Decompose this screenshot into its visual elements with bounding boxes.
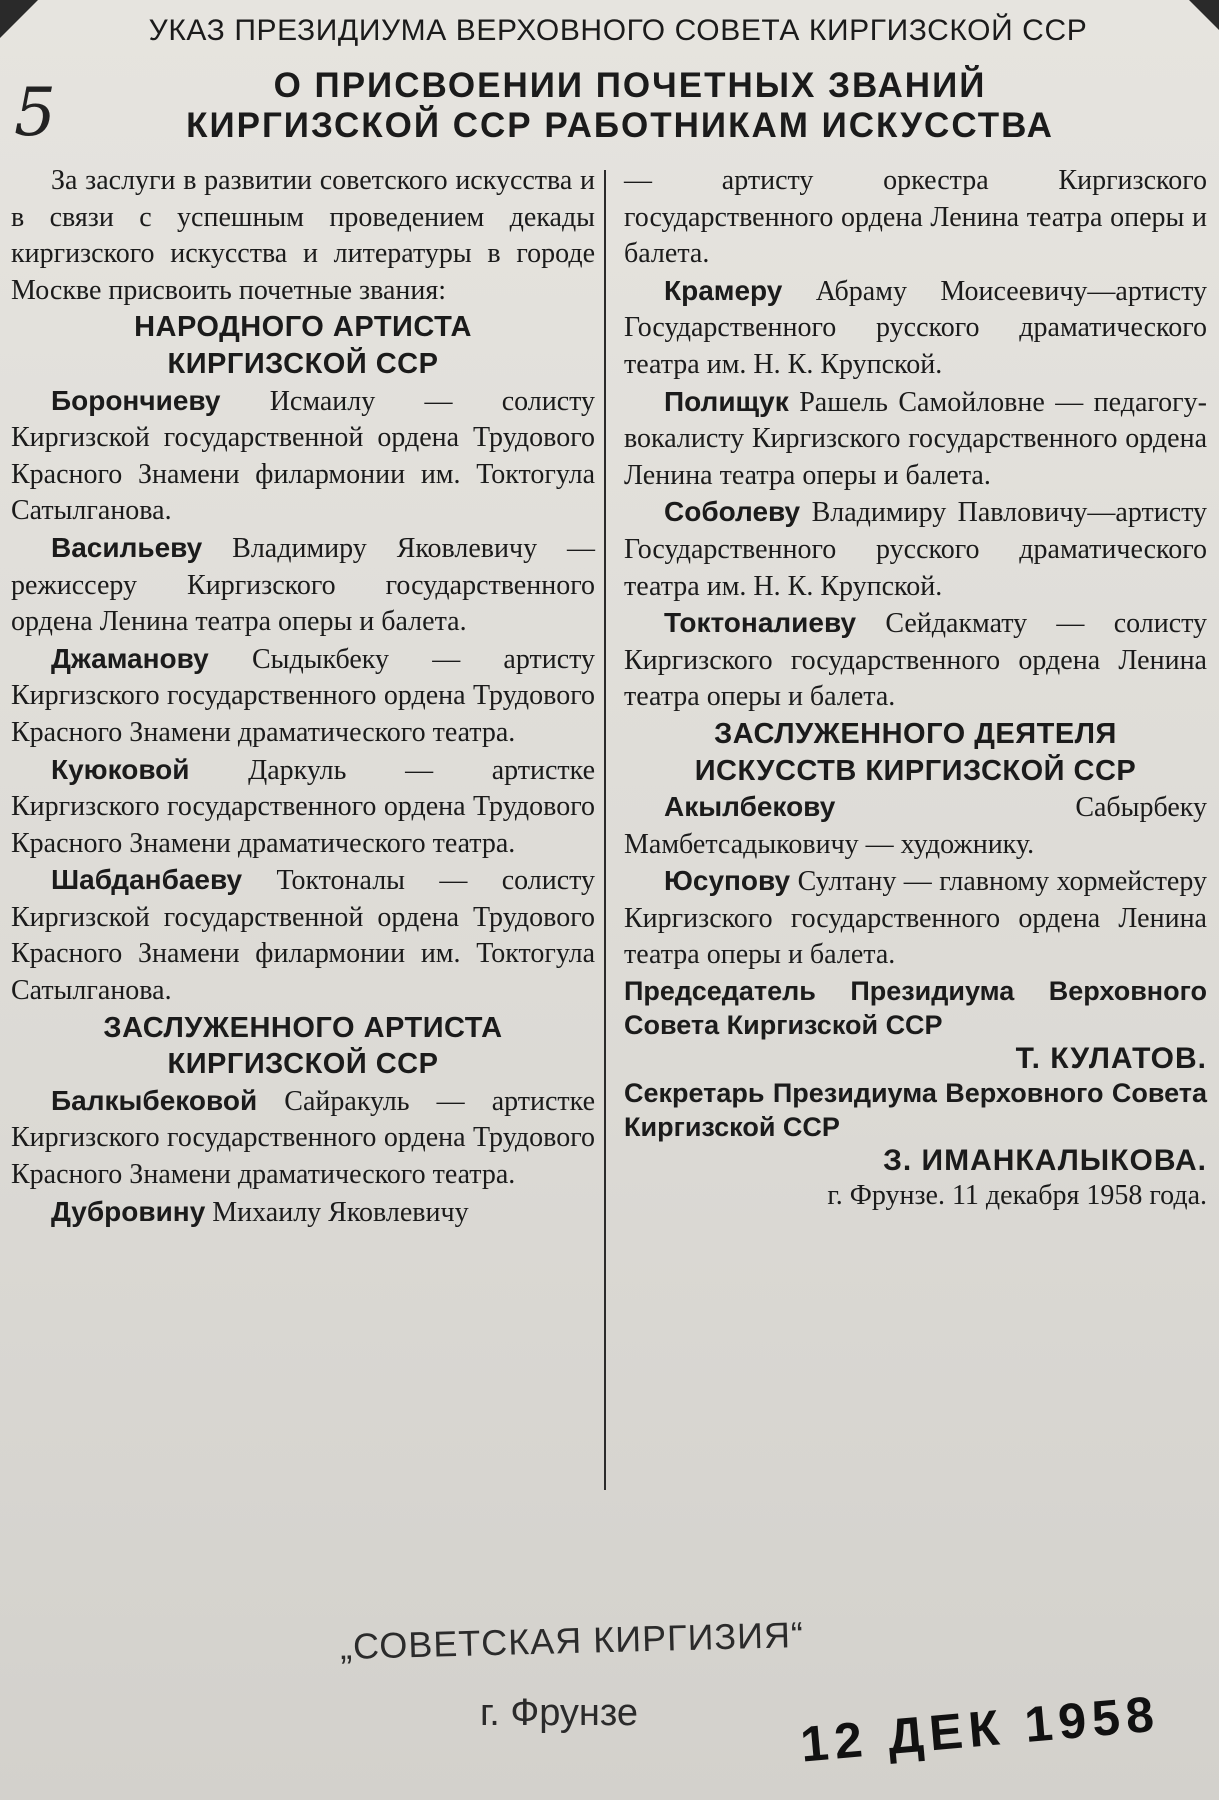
awardee-name: Джаманову: [51, 642, 209, 674]
awardee-name: Юсупову: [664, 865, 791, 897]
heading-line: КИРГИЗСКОЙ ССР: [167, 1048, 439, 1081]
award-text: Сайракуль — артистке Киргизского государственного ордена Трудового Красного Знамени драматического театра.: [11, 1085, 596, 1191]
award-entry: [11, 1083, 595, 1194]
award-entry: [11, 1194, 595, 1232]
title-line-1: О ПРИСВОЕНИИ ПОЧЕТНЫХ ЗВАНИЙ: [273, 66, 987, 105]
awardee-name: Токтоналиеву: [664, 607, 857, 639]
intro-paragraph: За заслуги в развитии советского искусства и в связи с успешным проведением декады киргизского искусства и литературы в городе Москве присвоить почетные звания:: [11, 165, 595, 306]
award-entry: [624, 863, 1207, 974]
awardee-name: Дубровину: [51, 1195, 206, 1227]
continued-entry: — артисту оркестра Киргизского государственного ордена Ленина театра оперы и балета.: [624, 165, 1207, 270]
secretary-title: Секретарь Президиума Верховного Совета Киргизской ССР: [624, 1078, 1207, 1143]
award-text: Владимиру Яковлевичу — режиссеру Киргизского государственного ордена Ленина театра оперы и балета.: [11, 532, 595, 638]
awardee-name: Куюковой: [51, 753, 190, 785]
handwritten-number: 5: [14, 74, 56, 151]
column-divider: [604, 170, 606, 1490]
decree-header: УКАЗ ПРЕЗИДИУМА ВЕРХОВНОГО СОВЕТА КИРГИЗСКОЙ ССР: [148, 14, 1088, 47]
award-text: Даркуль — артистке Киргизского государственного ордена Трудового Красного Знамени драматического театра.: [11, 754, 596, 859]
right-column: [624, 163, 1207, 1215]
award-text: Токтоналы — солисту Киргизской государственной ордена Трудового Красного Знамени филармонии им. Токтогула Сатылганова.: [11, 865, 596, 1007]
heading-line: ЗАСЛУЖЕННОГО АРТИСТА: [103, 1011, 503, 1044]
award-text: Абраму Моисеевичу—артисту Государственного русского драматического театра им. Н. К. Крупской.: [624, 275, 1207, 380]
section-heading-honored-figure: [624, 716, 1207, 789]
secretary-name: З. ИМАНКАЛЫКОВА.: [883, 1144, 1207, 1178]
award-entry: [11, 530, 595, 641]
heading-line: ЗАСЛУЖЕННОГО ДЕЯТЕЛЯ: [714, 717, 1117, 750]
award-text: Владимиру Павловичу—артисту Государственного русского драматического театра им. Н. К. Крупской.: [624, 497, 1207, 602]
heading-line: НАРОДНОГО АРТИСТА: [134, 311, 472, 344]
awardee-name: Борончиеву: [51, 384, 221, 416]
award-entry: [11, 383, 595, 530]
stamp-newspaper-name: „СОВЕТСКАЯ КИРГИЗИЯ“: [339, 1613, 805, 1668]
awardee-name: Балкыбековой: [51, 1084, 258, 1116]
award-entry: [624, 273, 1207, 384]
award-text: Сыдыкбеку — артисту Киргизского государственного ордена Трудового Красного Знамени драматического театра.: [11, 643, 596, 748]
title-line-2: КИРГИЗСКОЙ ССР РАБОТНИКАМ ИСКУССТВА: [186, 106, 1054, 145]
left-column: [11, 163, 595, 1231]
heading-line: ИСКУССТВ КИРГИЗСКОЙ ССР: [694, 754, 1137, 787]
award-entry: [624, 494, 1207, 605]
award-entry: [11, 752, 595, 863]
awardee-name: Шабданбаеву: [51, 864, 243, 896]
awardee-name: Соболеву: [664, 496, 801, 528]
awardee-name: Акылбекову: [664, 791, 836, 823]
awardee-name: Полищук: [664, 385, 789, 417]
heading-line: КИРГИЗСКОЙ ССР: [167, 347, 439, 380]
stamp-date: 12 ДЕК 1958: [798, 1685, 1162, 1773]
award-text: Рашель Самойловне — педагогу-вокалисту Киргизского государственного ордена Ленина театра оперы и балета.: [624, 386, 1207, 491]
award-entry: [624, 605, 1207, 716]
section-heading-people-artist: [11, 309, 595, 382]
award-text: Михаилу Яковлевичу: [212, 1196, 469, 1228]
chairman-title: Председатель Президиума Верховного Совета Киргизской ССР: [624, 976, 1207, 1041]
place-date: г. Фрунзе. 11 декабря 1958 года.: [827, 1180, 1207, 1212]
award-entry: [11, 862, 595, 1009]
award-entry: [624, 789, 1207, 863]
awardee-name: Крамеру: [664, 274, 783, 306]
section-heading-honored-artist: [11, 1010, 595, 1083]
award-text: Сейдакмату — солисту Киргизского государственного ордена Ленина театра оперы и балета.: [624, 608, 1208, 713]
award-entry: [624, 384, 1207, 495]
chairman-name: Т. КУЛАТОВ.: [1015, 1042, 1207, 1076]
award-text: Сабырбеку Мамбетсадыковичу — художнику.: [624, 792, 1207, 860]
awardee-name: Васильеву: [51, 531, 203, 563]
award-text: Султану — главному хормейстеру Киргизского государственного ордена Ленина театра оперы и балета.: [624, 866, 1207, 971]
stamp-city: г. Фрунзе: [480, 1692, 639, 1734]
award-text: Исмаилу — солисту Киргизской государственной ордена Трудового Красного Знамени филармонии им. Токтогула Сатылганова.: [11, 385, 596, 527]
award-entry: [11, 641, 595, 752]
